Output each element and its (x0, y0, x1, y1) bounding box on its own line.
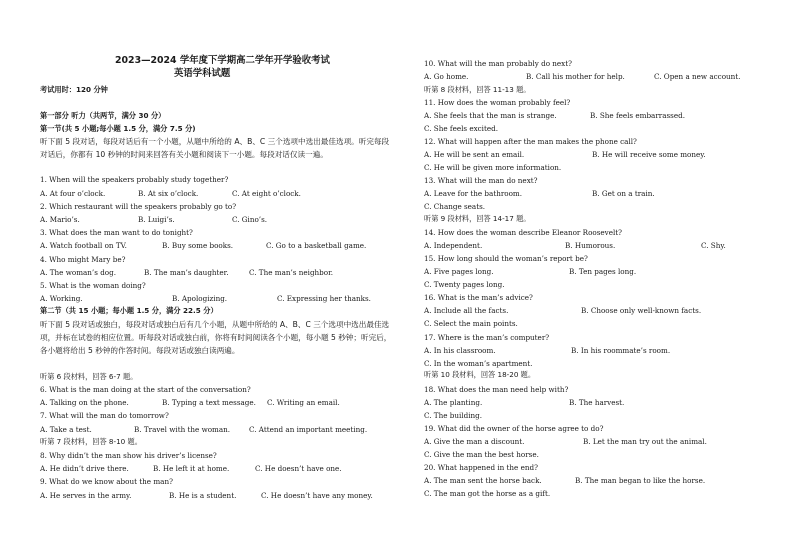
q15-stem: 15. How long should the woman’s report be? (424, 254, 588, 263)
q6-option-b: B. Typing a text message. (162, 398, 256, 407)
q1-option-c: C. At eight o’clock. (232, 189, 301, 198)
exam-title: 2023—2024 学年度下学期高二学年开学验收考试 (115, 55, 330, 66)
q18-option-a: A. The planting. (424, 398, 483, 407)
q18-option-c: C. The building. (424, 411, 483, 420)
q19-option-a: A. Give the man a discount. (424, 437, 525, 446)
q10-option-b: B. Call his mother for help. (526, 72, 625, 81)
q9-option-b: B. He is a student. (169, 491, 237, 500)
q14-option-c: C. Shy. (701, 241, 726, 250)
q20-option-b: B. The man began to like the horse. (575, 476, 706, 485)
q13-option-a: A. Leave for the bathroom. (424, 189, 523, 198)
q14-stem: 14. How does the woman describe Eleanor Roosevelt? (424, 228, 623, 237)
q16-option-a: A. Include all the facts. (424, 306, 509, 315)
q4-stem: 4. Who might Mary be? (40, 255, 126, 264)
q2-stem: 2. Which restaurant will the speakers probably go to? (40, 202, 237, 211)
q8-option-c: C. He doesn’t have one. (255, 464, 342, 473)
q17-option-c: C. In the woman’s apartment. (424, 359, 533, 368)
q14-option-b: B. Humorous. (565, 241, 616, 250)
q2-option-c: C. Gino’s. (232, 215, 268, 224)
q20-option-a: A. The man sent the horse back. (424, 476, 542, 485)
material-6-note: 听第 6 段材料，回答 6-7 题。 (40, 372, 138, 381)
q5-option-b: B. Apologizing. (172, 294, 228, 303)
q6-stem: 6. What is the man doing at the start of the conversation? (40, 385, 251, 394)
q2-option-a: A. Mario’s. (40, 215, 80, 224)
q3-stem: 3. What does the man want to do tonight? (40, 228, 193, 237)
q1-option-b: B. At six o’clock. (138, 189, 199, 198)
q15-option-c: C. Twenty pages long. (424, 280, 505, 289)
q17-option-b: B. In his roommate’s room. (571, 346, 671, 355)
q7-option-b: B. Travel with the woman. (134, 425, 231, 434)
q7-stem: 7. What will the man do tomorrow? (40, 411, 169, 420)
q6-option-c: C. Writing an email. (267, 398, 340, 407)
q18-option-b: B. The harvest. (569, 398, 625, 407)
q3-option-a: A. Watch football on TV. (40, 241, 127, 250)
q12-option-a: A. He will be sent an email. (424, 150, 525, 159)
material-10-note: 听第 10 段材料，回答 18-20 题。 (424, 370, 536, 379)
q12-option-b: B. He will receive some money. (592, 150, 706, 159)
q2-option-b: B. Luigi’s. (138, 215, 175, 224)
q8-option-b: B. He left it at home. (153, 464, 230, 473)
q20-option-c: C. The man got the horse as a gift. (424, 489, 551, 498)
q17-stem: 17. Where is the man’s computer? (424, 333, 550, 342)
q19-option-b: B. Let the man try out the animal. (583, 437, 707, 446)
q15-option-a: A. Five pages long. (424, 267, 494, 276)
q5-option-a: A. Working. (40, 294, 83, 303)
q4-option-b: B. The man’s daughter. (144, 268, 229, 277)
part1-heading: 第一部分 听力（共两节，满分 30 分） (40, 111, 166, 120)
section1-heading: 第一节(共 5 小题;每小题 1.5 分，满分 7.5 分) (40, 124, 196, 133)
q10-option-c: C. Open a new account. (654, 72, 741, 81)
q13-stem: 13. What will the man do next? (424, 176, 538, 185)
q18-stem: 18. What does the man need help with? (424, 385, 569, 394)
q7-option-a: A. Take a test. (40, 425, 92, 434)
q11-option-b: B. She feels embarrassed. (590, 111, 686, 120)
q5-option-c: C. Expressing her thanks. (277, 294, 371, 303)
q12-stem: 12. What will happen after the man makes the phone call? (424, 137, 637, 146)
material-7-note: 听第 7 段材料，回答 8-10 题。 (40, 437, 142, 446)
q7-option-c: C. Attend an important meeting. (249, 425, 368, 434)
section2-instructions: 听下面 5 段对话或独白，每段对话或独白后有几个小题，从题中所给的 A、B、C 三个选项中选出最佳选项，并标在试卷的相应位置。听每段对话或独白前，你将有时间阅读各个小题，每小题 5 秒钟；听完后，各小题将给出 5 秒钟的作答时间。每段对话或独白读两遍。 (40, 320, 392, 355)
q11-option-a: A. She feels that the man is strange. (424, 111, 557, 120)
q10-stem: 10. What will the man probably do next? (424, 59, 572, 68)
q11-option-c: C. She feels excited. (424, 124, 499, 133)
q16-option-b: B. Choose only well-known facts. (581, 306, 702, 315)
section1-instructions: 听下面 5 段对话，每段对话后有一个小题，从题中所给的 A、B、C 三个选项中选出最佳选项。听完每段对话后，你都有 10 秒钟的时间来回答有关小题和阅读下一小题。每段对话仅读一遍。 (40, 137, 390, 159)
material-8-note: 听第 8 段材料，回答 11-13 题。 (424, 85, 531, 94)
q16-stem: 16. What is the man’s advice? (424, 293, 533, 302)
q8-stem: 8. Why didn’t the man show his driver’s license? (40, 451, 217, 460)
q13-option-b: B. Get on a train. (592, 189, 655, 198)
q15-option-b: B. Ten pages long. (569, 267, 637, 276)
q4-option-a: A. The woman’s dog. (40, 268, 117, 277)
q1-stem: 1. When will the speakers probably study together? (40, 175, 229, 184)
q13-option-c: C. Change seats. (424, 202, 486, 211)
q3-option-b: B. Buy some books. (162, 241, 234, 250)
q19-stem: 19. What did the owner of the horse agree to do? (424, 424, 604, 433)
q14-option-a: A. Independent. (424, 241, 483, 250)
q1-option-a: A. At four o’clock. (40, 189, 106, 198)
exam-subtitle: 英语学科试题 (174, 68, 231, 79)
q9-option-c: C. He doesn’t have any money. (261, 491, 373, 500)
section2-heading: 第二节（共 15 小题；每小题 1.5 分，满分 22.5 分） (40, 306, 218, 315)
q5-stem: 5. What is the woman doing? (40, 281, 146, 290)
q12-option-c: C. He will be given more information. (424, 163, 562, 172)
q6-option-a: A. Talking on the phone. (40, 398, 129, 407)
q10-option-a: A. Go home. (424, 72, 469, 81)
q11-stem: 11. How does the woman probably feel? (424, 98, 571, 107)
q16-option-c: C. Select the main points. (424, 319, 518, 328)
q8-option-a: A. He didn’t drive there. (40, 464, 129, 473)
q4-option-c: C. The man’s neighbor. (249, 268, 334, 277)
q3-option-c: C. Go to a basketball game. (266, 241, 367, 250)
exam-time: 考试用时：120 分钟 (40, 85, 108, 94)
q17-option-a: A. In his classroom. (424, 346, 496, 355)
q9-stem: 9. What do we know about the man? (40, 477, 173, 486)
material-9-note: 听第 9 段材料，回答 14-17 题。 (424, 214, 531, 223)
q20-stem: 20. What happened in the end? (424, 463, 538, 472)
q19-option-c: C. Give the man the best horse. (424, 450, 539, 459)
q9-option-a: A. He serves in the army. (40, 491, 132, 500)
